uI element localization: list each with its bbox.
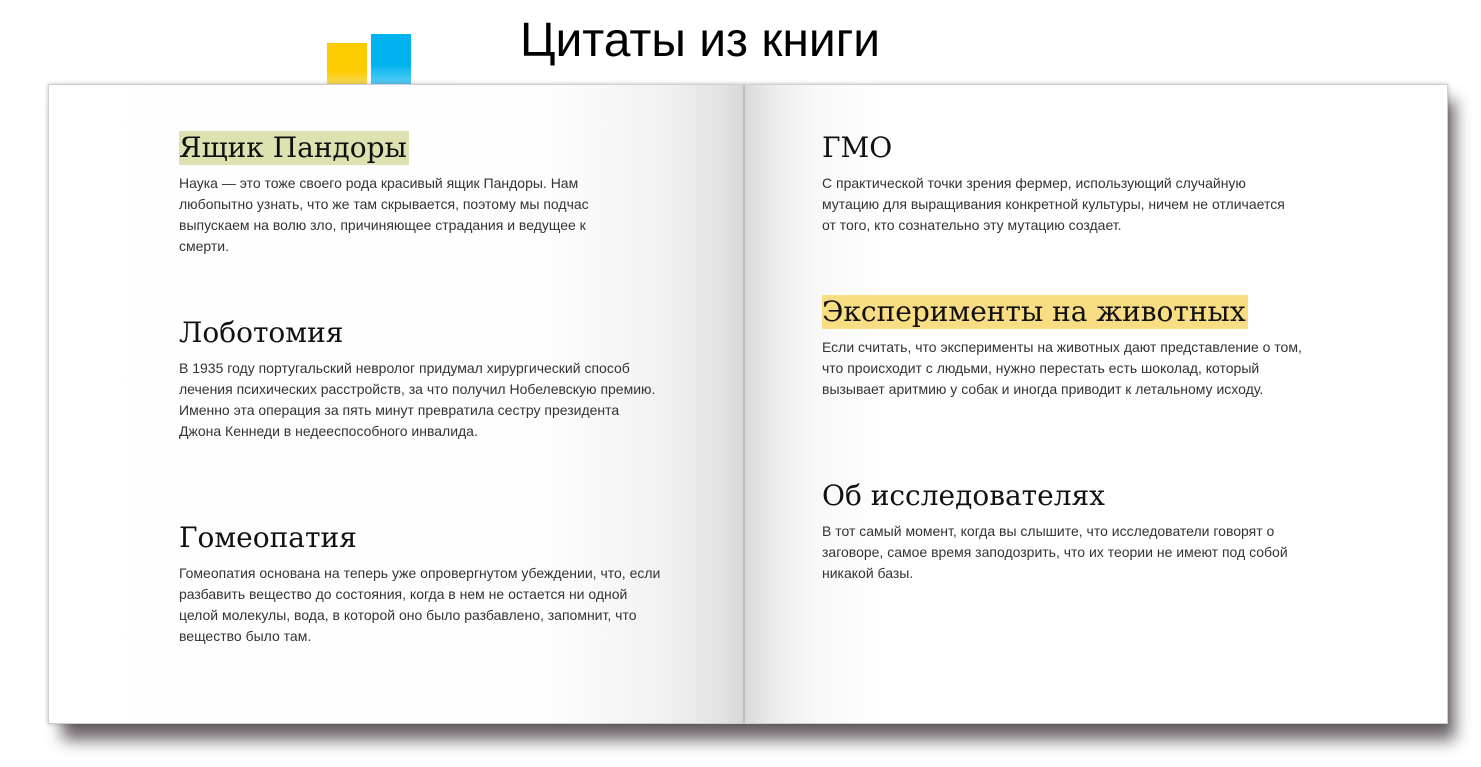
- left-page: [49, 85, 743, 723]
- quote-text: В 1935 году португальский невролог придумал хирургический способ лечения психических расстройств, за что получил Нобелевскую премию. Именно эта операция за пять минут превратила сестру президента Джона Кеннеди в недееспособного инвалида.: [179, 360, 656, 439]
- quote-text: Если считать, что эксперименты на животных дают представление о том, что происходит с людьми, нужно перестать есть шоколад, который вызывает аритмию у собак и иногда приводит к летальному исходу.: [822, 339, 1302, 397]
- quote-text: В тот самый момент, когда вы слышите, что исследователи говорят о заговоре, самое время заподозрить, что их теории не имеют под собой никакой базы.: [822, 523, 1288, 581]
- quote-animal-experiments: [822, 295, 1312, 400]
- quote-title: Лоботомия: [179, 316, 344, 349]
- quote-title: Об исследователях: [822, 479, 1105, 512]
- open-book: [48, 84, 1448, 724]
- quote-title: Гомеопатия: [179, 521, 357, 554]
- quote-pandora: [179, 131, 629, 257]
- yellow-bookmark-tab: [327, 43, 367, 89]
- quote-title: Эксперименты на животных: [822, 295, 1246, 328]
- right-page: [745, 85, 1447, 723]
- quote-researchers: [822, 479, 1307, 584]
- quote-homeopathy: [179, 521, 669, 647]
- quote-text: Наука — это тоже своего рода красивый ящик Пандоры. Нам любопытно узнать, что же там скрывается, поэтому мы подчас выпускаем на волю зло, причиняющее страдания и ведущее к смерти.: [179, 175, 589, 254]
- page-title: Цитаты из книги: [519, 14, 881, 67]
- quote-gmo: [822, 131, 1292, 236]
- quote-lobotomy: [179, 316, 659, 442]
- quote-text: С практической точки зрения фермер, использующий случайную мутацию для выращивания конкретной культуры, ничем не отличается от того, кто сознательно эту мутацию создает.: [822, 175, 1285, 233]
- quote-title: Ящик Пандоры: [179, 131, 407, 164]
- quote-text: Гомеопатия основана на теперь уже опровергнутом убеждении, что, если разбавить вещество до состояния, когда в нем не остается ни одной целой молекулы, вода, в которой оно было разбавлено, запомнит, что вещество было там.: [179, 565, 661, 644]
- blue-bookmark-tab: [371, 34, 411, 89]
- quote-title: ГМО: [822, 131, 893, 164]
